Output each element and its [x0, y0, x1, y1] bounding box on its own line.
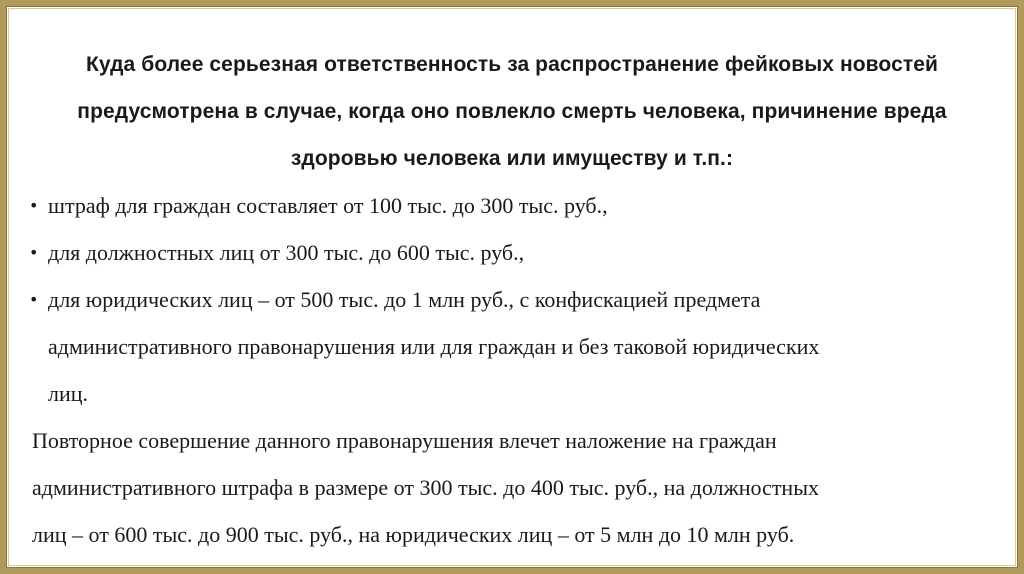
heading-line: Куда более серьезная ответственность за распространение фейковых новостей [85, 53, 939, 76]
penalty-list [26, 182, 998, 417]
paragraph-line: лиц – от 600 тыс. до 900 тыс. руб., на юридических лиц – от 5 млн до 10 млн руб. [32, 522, 795, 547]
heading-line: здоровью человека или имуществу и т.п.: [290, 147, 734, 170]
bullet-icon: • [29, 196, 39, 215]
list-item [26, 182, 998, 229]
bullet-icon: • [29, 243, 39, 262]
list-item-text: для юридических лиц – от 500 тыс. до 1 млн руб., с конфискацией предмета [48, 287, 761, 312]
paragraph-line: Повторное совершение данного правонарушения влечет наложение на граждан [32, 428, 777, 453]
heading-line: предусмотрена в случае, когда оно повлекло смерть человека, причинение вреда [77, 100, 947, 123]
repeat-offense-paragraph [26, 417, 998, 558]
list-item [26, 276, 998, 417]
list-item [26, 229, 998, 276]
list-item-text: лиц. [48, 381, 89, 406]
list-item-text: административного правонарушения или для граждан и без таковой юридических [48, 334, 820, 359]
list-item-text: штраф для граждан составляет от 100 тыс. до 300 тыс. руб., [48, 193, 608, 218]
paragraph-line: административного штрафа в размере от 300 тыс. до 400 тыс. руб., на должностных [32, 475, 819, 500]
slide-heading [26, 41, 998, 182]
list-item-text: для должностных лиц от 300 тыс. до 600 тыс. руб., [48, 240, 525, 265]
bullet-icon: • [29, 290, 39, 309]
slide-content [26, 41, 998, 558]
